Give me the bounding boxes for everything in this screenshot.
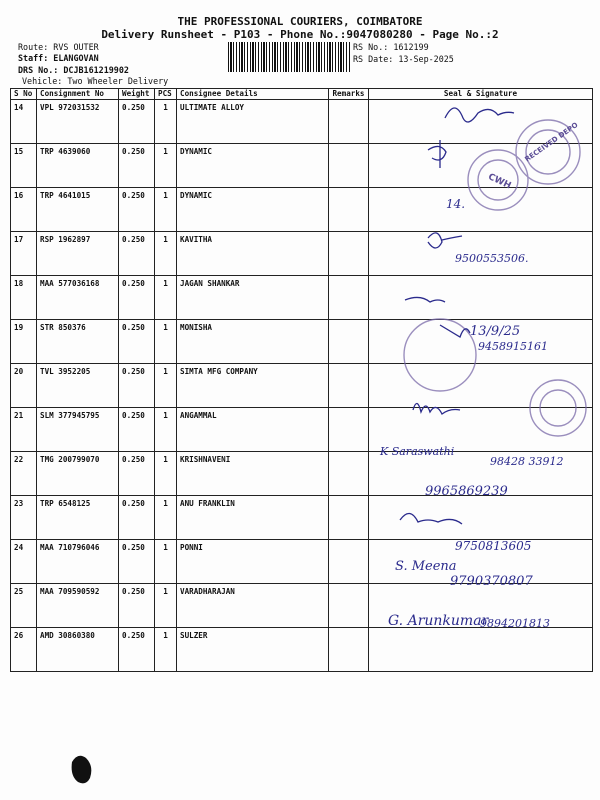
consignment-cell: STR 850376 [37, 320, 119, 364]
weight-cell: 0.250 [119, 320, 155, 364]
sno-cell: 22 [11, 452, 37, 496]
table-row [11, 628, 593, 672]
table-row [11, 408, 593, 452]
table-row [11, 540, 593, 584]
col-signature: Seal & Signature [369, 89, 593, 100]
consignee-cell: JAGAN SHANKAR [177, 276, 329, 320]
vehicle-label: Vehicle: Two Wheeler Delivery [22, 76, 169, 86]
remarks-cell [329, 496, 369, 540]
weight-cell: 0.250 [119, 364, 155, 408]
weight-cell: 0.250 [119, 188, 155, 232]
consignment-cell: VPL 972031532 [37, 100, 119, 144]
stamp-text-a: RECEIVED DEPO [523, 120, 580, 164]
remarks-cell [329, 232, 369, 276]
signature-cell [369, 276, 593, 320]
phone-20: 9458915161 [478, 340, 548, 353]
pcs-cell: 1 [155, 276, 177, 320]
phone-17: 9500553506. [455, 252, 529, 265]
sno-cell: 14 [11, 100, 37, 144]
consignee-cell: SIMTA MFG COMPANY [177, 364, 329, 408]
weight-cell: 0.250 [119, 408, 155, 452]
table-row [11, 188, 593, 232]
ink-blot [72, 756, 92, 784]
name-26: G. Arunkumar [388, 613, 489, 629]
phone-24: 9750813605 [455, 539, 532, 553]
signature-cell [369, 452, 593, 496]
table-row [11, 496, 593, 540]
weight-cell: 0.250 [119, 496, 155, 540]
consignment-cell: TRP 4639060 [37, 144, 119, 188]
remarks-cell [329, 584, 369, 628]
pcs-cell: 1 [155, 364, 177, 408]
consignee-cell: ULTIMATE ALLOY [177, 100, 329, 144]
signature-cell [369, 232, 593, 276]
company-title: THE PROFESSIONAL COURIERS, COIMBATORE [177, 15, 423, 28]
weight-cell: 0.250 [119, 584, 155, 628]
remarks-cell [329, 320, 369, 364]
consignee-cell: KRISHNAVENI [177, 452, 329, 496]
weight-cell: 0.250 [119, 100, 155, 144]
sno-cell: 19 [11, 320, 37, 364]
remarks-cell [329, 100, 369, 144]
col-consignment: Consignment No [37, 89, 119, 100]
consignment-cell: TVL 3952205 [37, 364, 119, 408]
remarks-cell [329, 540, 369, 584]
pcs-cell: 1 [155, 232, 177, 276]
phone-23: 9965869239 [425, 484, 508, 499]
weight-cell: 0.250 [119, 628, 155, 672]
weight-cell: 0.250 [119, 144, 155, 188]
consignee-cell: KAVITHA [177, 232, 329, 276]
barcode [228, 42, 350, 72]
consignment-cell: TRP 4641015 [37, 188, 119, 232]
sno-cell: 20 [11, 364, 37, 408]
consignment-cell: SLM 377945795 [37, 408, 119, 452]
phone-26: 9894201813 [480, 617, 550, 630]
weight-cell: 0.250 [119, 540, 155, 584]
consignment-cell: TRP 6548125 [37, 496, 119, 540]
name-22: K Saraswathi [380, 445, 455, 458]
table-row [11, 100, 593, 144]
col-consignee: Consignee Details [177, 89, 329, 100]
table-row [11, 276, 593, 320]
weight-cell: 0.250 [119, 452, 155, 496]
sno-cell: 17 [11, 232, 37, 276]
weight-cell: 0.250 [119, 232, 155, 276]
signature-cell [369, 628, 593, 672]
table-row [11, 144, 593, 188]
col-sno: S No [11, 89, 37, 100]
pcs-cell: 1 [155, 584, 177, 628]
signature-cell [369, 408, 593, 452]
col-pcs: PCS [155, 89, 177, 100]
note-16: 14. [446, 197, 466, 211]
signature-cell [369, 144, 593, 188]
pcs-cell: 1 [155, 628, 177, 672]
consignee-cell: VARADHARAJAN [177, 584, 329, 628]
signature-cell [369, 496, 593, 540]
col-weight: Weight [119, 89, 155, 100]
consignment-cell: MAA 710796046 [37, 540, 119, 584]
consignee-cell: PONNI [177, 540, 329, 584]
pcs-cell: 1 [155, 540, 177, 584]
consignment-cell: RSP 1962897 [37, 232, 119, 276]
sno-cell: 24 [11, 540, 37, 584]
consignee-cell: ANU FRANKLIN [177, 496, 329, 540]
remarks-cell [329, 452, 369, 496]
phone-22: 98428 33912 [490, 455, 564, 468]
table-row [11, 320, 593, 364]
sno-cell: 25 [11, 584, 37, 628]
name-25: S. Meena [395, 559, 457, 574]
sno-cell: 18 [11, 276, 37, 320]
signature-cell [369, 364, 593, 408]
stamp-text-b: CWH [486, 172, 513, 192]
sno-cell: 21 [11, 408, 37, 452]
remarks-cell [329, 408, 369, 452]
signature-cell [369, 100, 593, 144]
pcs-cell: 1 [155, 408, 177, 452]
signature-cell [369, 188, 593, 232]
pcs-cell: 1 [155, 188, 177, 232]
table-row [11, 232, 593, 276]
sno-cell: 26 [11, 628, 37, 672]
pcs-cell: 1 [155, 320, 177, 364]
consignment-cell: MAA 709590592 [37, 584, 119, 628]
drs-label: DRS No.: DCJB161219902 [18, 65, 129, 75]
table-row [11, 364, 593, 408]
phone-25: 9790370807 [450, 574, 533, 589]
consignee-cell: ANGAMMAL [177, 408, 329, 452]
col-remarks: Remarks [329, 89, 369, 100]
rs-date: RS Date: 13-Sep-2025 [353, 54, 454, 64]
consignment-cell: TMG 200799070 [37, 452, 119, 496]
pcs-cell: 1 [155, 496, 177, 540]
remarks-cell [329, 276, 369, 320]
weight-cell: 0.250 [119, 276, 155, 320]
runsheet-table [10, 88, 593, 672]
route-label: Route: RVS OUTER [18, 42, 99, 52]
consignee-cell: DYNAMIC [177, 144, 329, 188]
runsheet-subtitle: Delivery Runsheet - P103 - Phone No.:9047080280 - Page No.:2 [101, 28, 499, 41]
table-header-row [11, 89, 593, 100]
remarks-cell [329, 188, 369, 232]
sno-cell: 16 [11, 188, 37, 232]
remarks-cell [329, 628, 369, 672]
consignment-cell: MAA 577036168 [37, 276, 119, 320]
date-19: 13/9/25 [470, 324, 521, 339]
pcs-cell: 1 [155, 100, 177, 144]
table-row [11, 452, 593, 496]
signature-cell [369, 320, 593, 364]
signature-cell [369, 584, 593, 628]
staff-label: Staff: ELANGOVAN [18, 53, 99, 63]
consignee-cell: DYNAMIC [177, 188, 329, 232]
pcs-cell: 1 [155, 144, 177, 188]
rs-number: RS No.: 1612199 [353, 42, 429, 52]
consignment-cell: AMD 30860380 [37, 628, 119, 672]
remarks-cell [329, 364, 369, 408]
signature-cell [369, 540, 593, 584]
consignee-cell: MONISHA [177, 320, 329, 364]
consignee-cell: SULZER [177, 628, 329, 672]
remarks-cell [329, 144, 369, 188]
pcs-cell: 1 [155, 452, 177, 496]
table-row [11, 584, 593, 628]
sno-cell: 23 [11, 496, 37, 540]
sno-cell: 15 [11, 144, 37, 188]
